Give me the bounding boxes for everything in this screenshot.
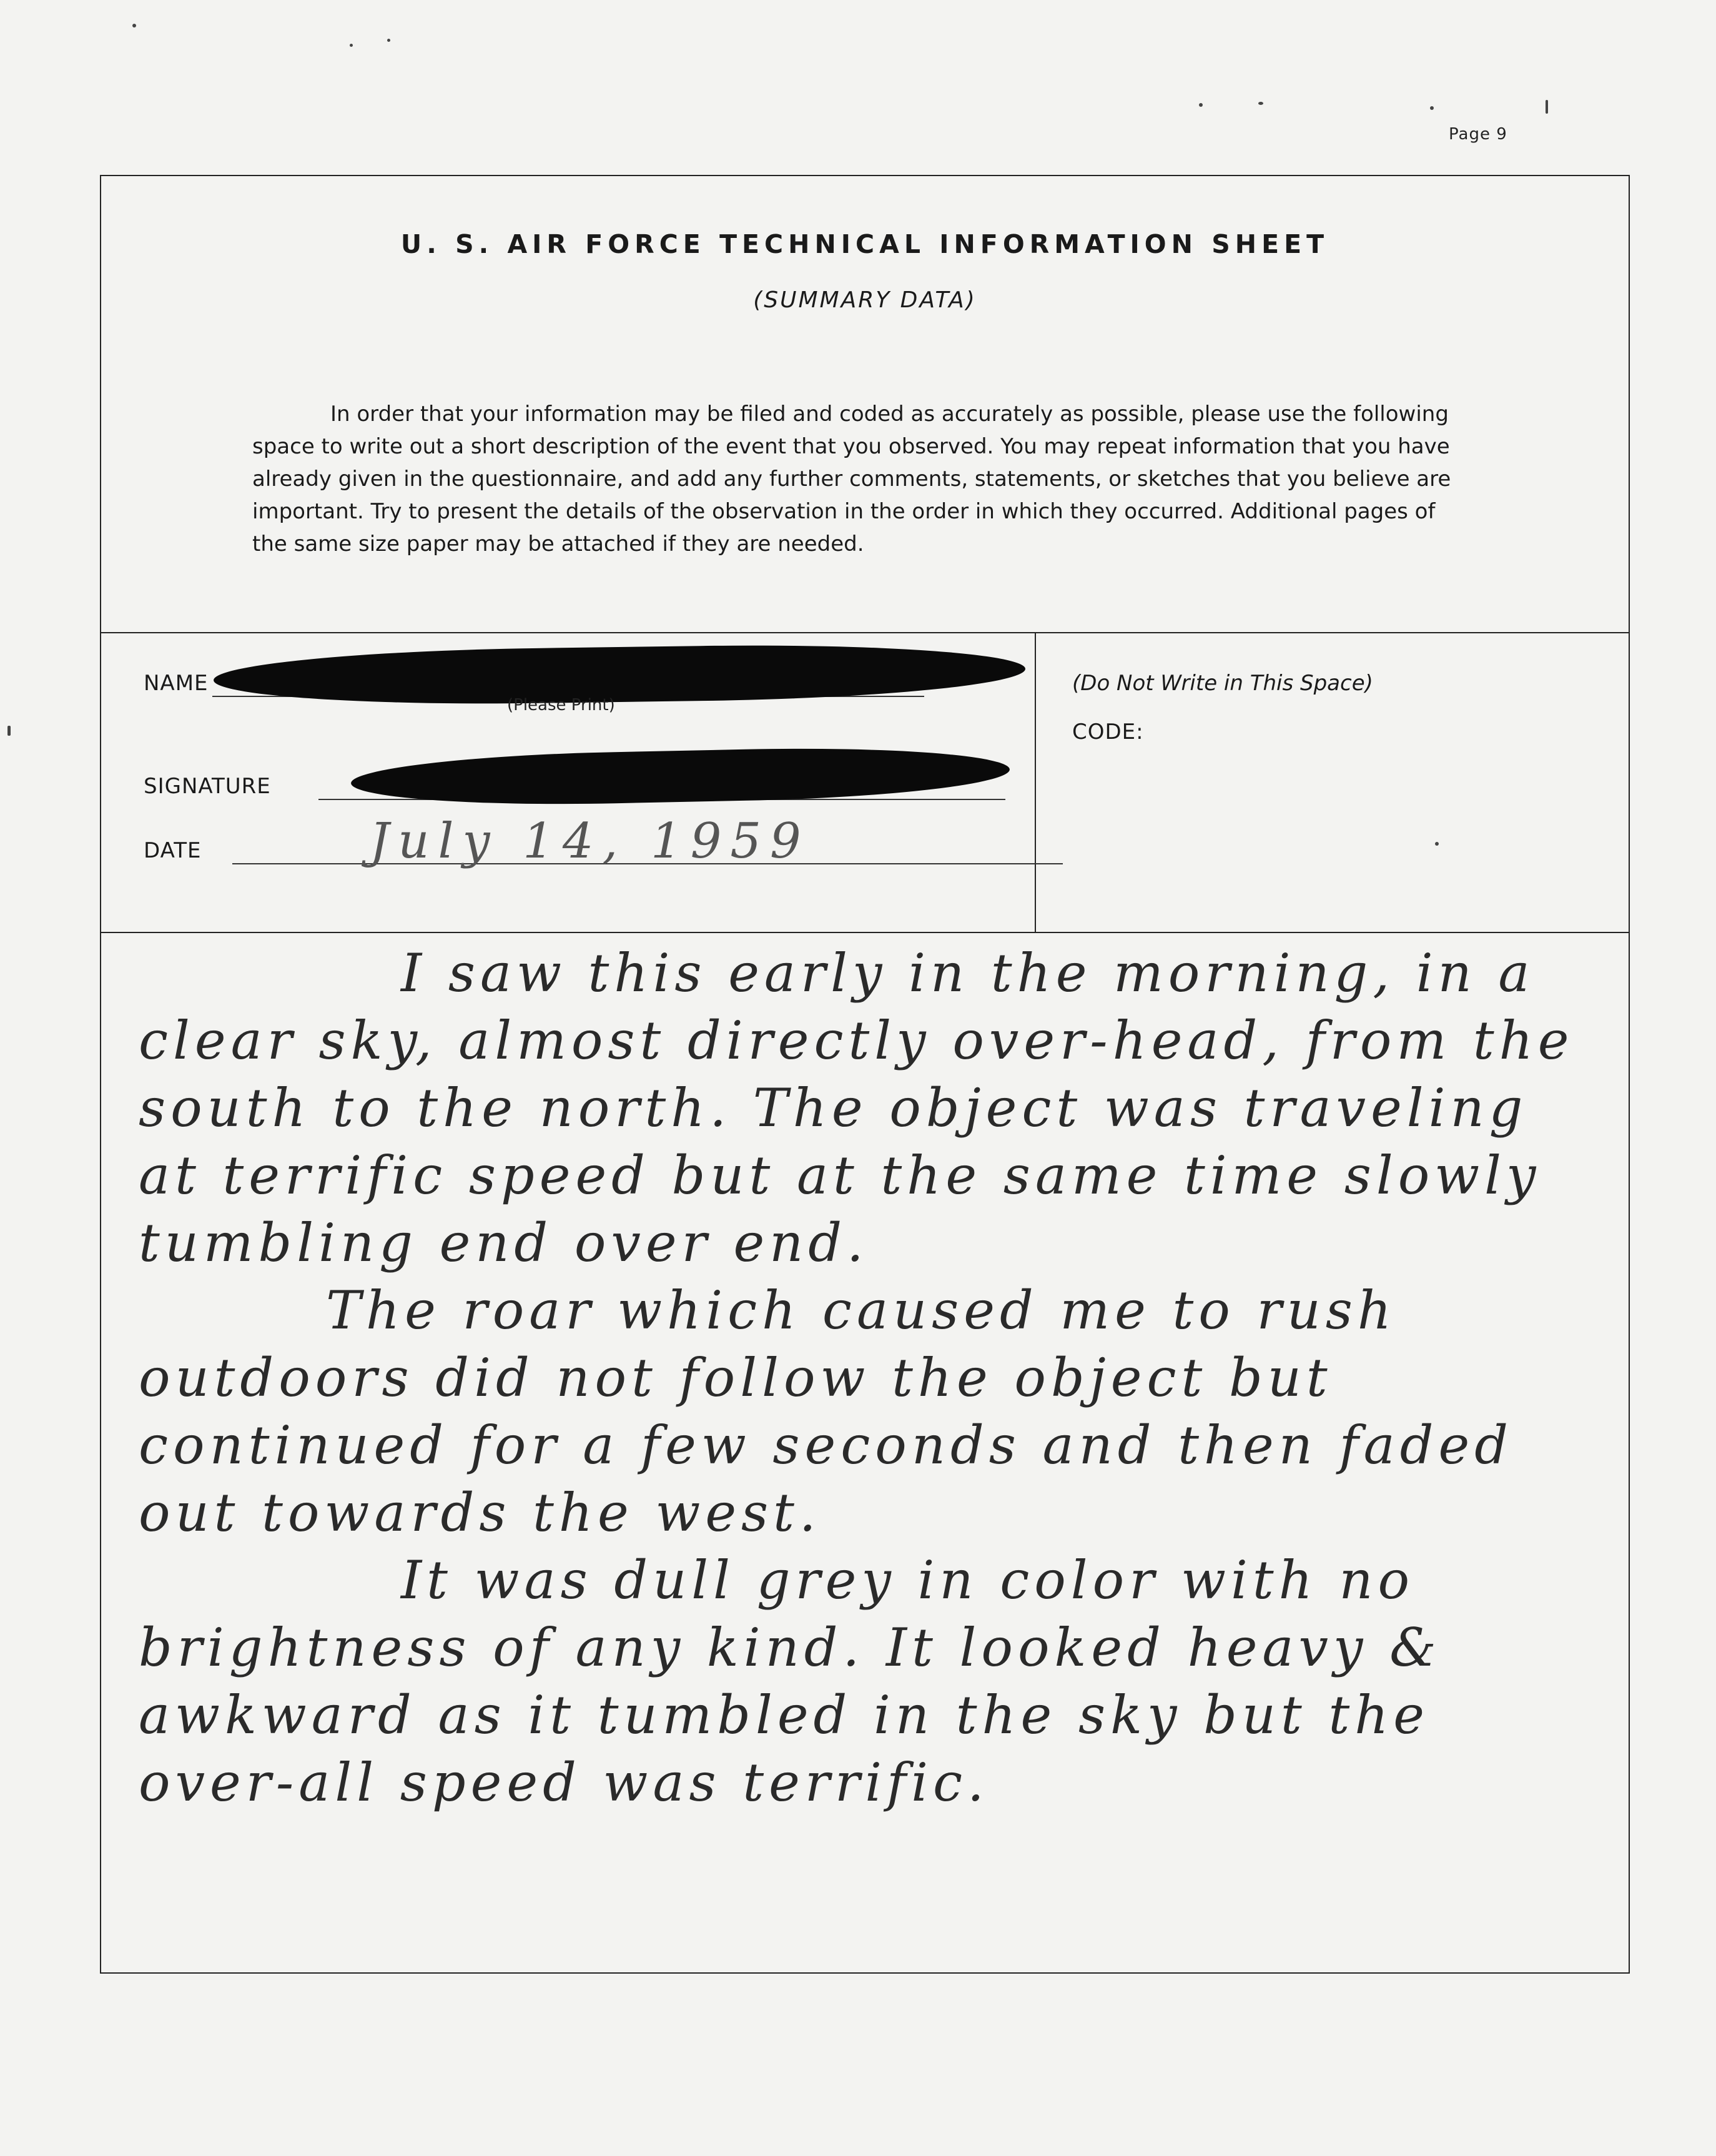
identification-fields <box>101 633 1036 932</box>
form-title: U. S. AIR FORCE TECHNICAL INFORMATION SHEET <box>400 229 1329 259</box>
office-use-note: (Do Not Write in This Space) <box>1072 671 1373 696</box>
page-number: Page 9 <box>1449 125 1507 144</box>
scan-speck <box>1430 106 1434 110</box>
office-use-area <box>1036 633 1629 932</box>
scan-speck <box>132 24 136 27</box>
instructions <box>252 398 1470 560</box>
instructions-text: In order that your information may be filed and coded as accurately as possible, please use the following space to write out a short description of the event that you observed. You may repeat information that you have already given in the questionnaire, and add any further comments, statements, or sketches that you believe are important. Try to present the details of the observation in the order in which they occurred. Additional pages of the same size paper may be attached if they are needed. <box>252 402 1451 556</box>
technical-information-form <box>100 175 1630 1974</box>
scan-speck <box>350 44 353 47</box>
narrative-section <box>101 932 1629 1975</box>
scan-speck <box>1258 102 1263 105</box>
scan-speck <box>1199 103 1203 107</box>
narrative-paragraph <box>139 1277 1594 1546</box>
form-subtitle: (SUMMARY DATA) <box>753 287 977 313</box>
form-header <box>101 176 1629 632</box>
print-hint: (Please Print) <box>507 696 615 715</box>
date-label: DATE <box>144 838 202 863</box>
narrative-text <box>139 939 1594 1816</box>
name-redaction <box>213 641 1025 708</box>
date-value: July 14, 1959 <box>370 813 810 869</box>
narrative-paragraph-1: I saw this early in the morning, in a clear sky, almost directly over-head, from the south to the north. The object was traveling at terrific speed but at the same time slowly tumbling end over end. <box>139 942 1574 1273</box>
narrative-paragraph <box>139 939 1594 1277</box>
signature-label: SIGNATURE <box>144 774 271 799</box>
narrative-paragraph-2: The roar which caused me to rush outdoors did not follow the object but continued for a few seconds and then faded out towards the west. <box>139 1280 1513 1543</box>
code-label: CODE: <box>1072 719 1144 744</box>
scan-speck <box>7 726 11 736</box>
narrative-paragraph-3: It was dull grey in color with no brightness of any kind. It looked heavy & awkward as it tumbled in the sky but the over-all speed was terrific. <box>139 1550 1441 1813</box>
scan-speck <box>387 39 390 42</box>
scan-speck <box>1435 842 1439 846</box>
narrative-paragraph <box>139 1546 1594 1816</box>
identification-section <box>101 632 1629 933</box>
name-label: NAME <box>144 671 209 696</box>
scan-speck <box>1546 100 1548 114</box>
